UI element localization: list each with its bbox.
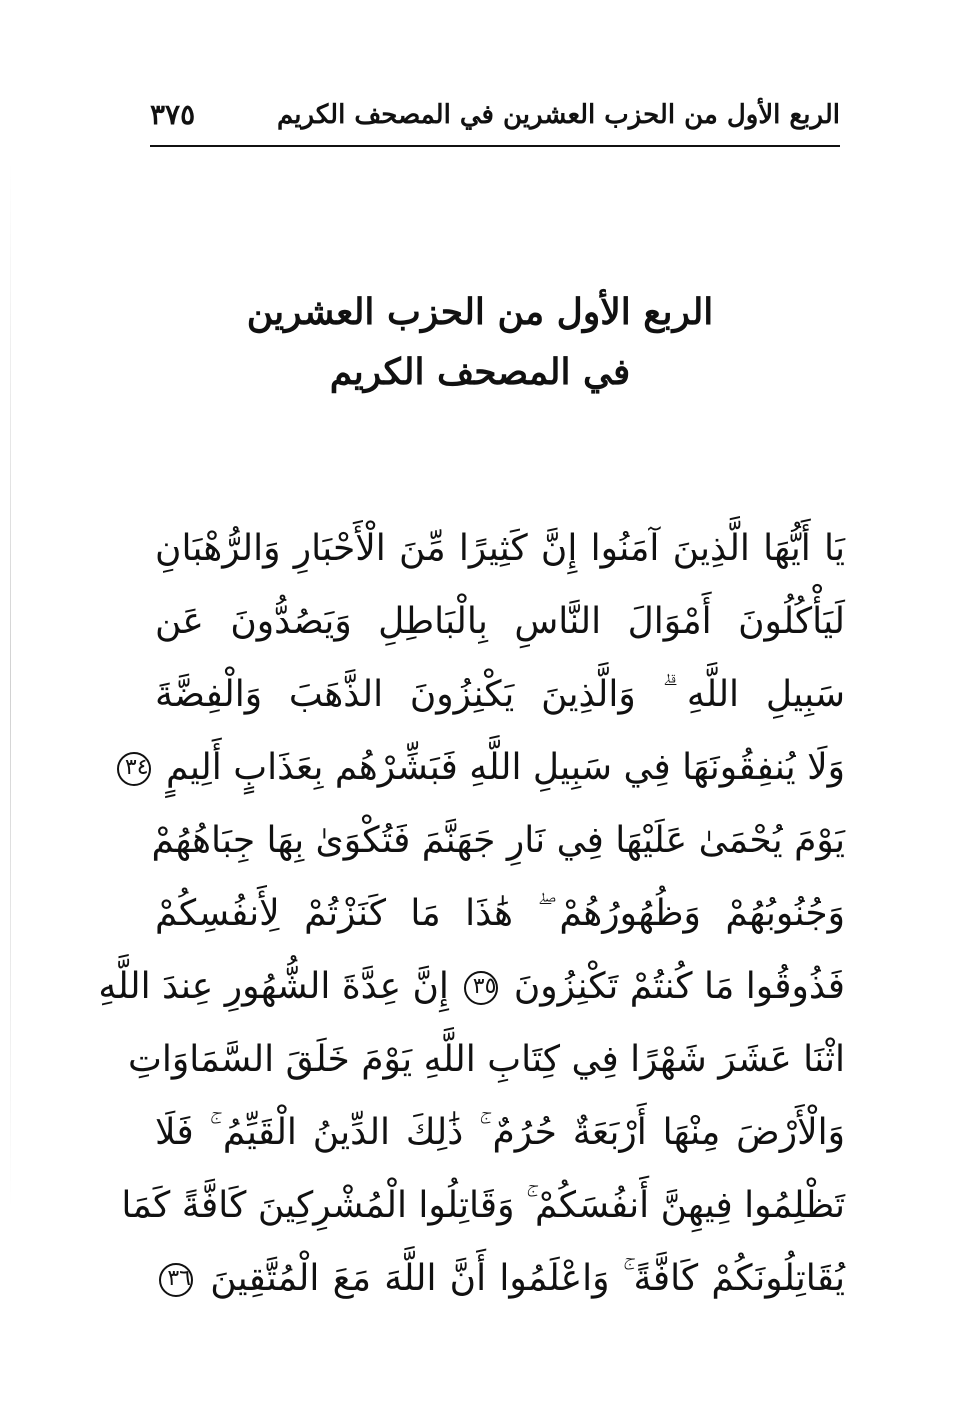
- verse-line-10: [121, 1169, 845, 1242]
- verse-text: لَيَأْكُلُونَ أَمْوَالَ النَّاسِ بِالْبَاطِلِ وَيَصُدُّونَ عَن: [155, 601, 845, 642]
- verse-text: وَلَا يُنفِقُونَهَا فِي سَبِيلِ اللَّهِ فَبَشِّرْهُم بِعَذَابٍ أَلِيمٍ: [165, 747, 845, 788]
- verse-line-7: [98, 950, 845, 1023]
- verse-line-1: [155, 512, 845, 585]
- verse-text: تَظْلِمُوا فِيهِنَّ أَنفُسَكُمْ ۚ وَقَاتِلُوا الْمُشْرِكِينَ كَافَّةً كَمَا: [121, 1185, 845, 1226]
- page-number: ٣٧٥: [150, 98, 196, 131]
- running-title: الربع الأول من الحزب العشرين في المصحف الكريم: [276, 100, 840, 130]
- ayah-marker-35: ٣٥: [464, 971, 498, 1005]
- verse-text: وَجُنُوبُهُمْ وَظُهُورُهُمْ ۖ هَٰذَا مَا كَنَزْتُمْ لِأَنفُسِكُمْ: [155, 893, 845, 934]
- verse-line-6: [155, 877, 845, 950]
- verse-line-9: [155, 1096, 845, 1169]
- verse-line-2: [155, 585, 845, 658]
- verse-line-5: [151, 804, 845, 877]
- ayah-marker-34: ٣٤: [117, 752, 151, 786]
- verse-line-11: [155, 1242, 845, 1315]
- verse-text: فَذُوقُوا مَا كُنتُمْ تَكْنِزُونَ: [513, 966, 845, 1007]
- verse-line-8: [128, 1023, 845, 1096]
- section-title-line-2: في المصحف الكريم: [329, 351, 631, 393]
- verse-text: وَالْأَرْضَ مِنْهَا أَرْبَعَةٌ حُرُمٌ ۚ ذَٰلِكَ الدِّينُ الْقَيِّمُ ۚ فَلَا: [155, 1112, 845, 1153]
- header-rule: [150, 145, 840, 147]
- section-title-line-1: الربع الأول من الحزب العشرين: [246, 291, 714, 333]
- ayah-marker-36: ٣٦: [159, 1263, 193, 1297]
- verse-line-4: [124, 731, 845, 804]
- verse-block: [98, 512, 845, 1315]
- verse-text: إِنَّ عِدَّةَ الشُّهُورِ عِندَ اللَّهِ: [98, 966, 449, 1007]
- scan-edge: [10, 160, 11, 1210]
- verse-text: يُقَاتِلُونَكُمْ كَافَّةً ۚ وَاعْلَمُوا أَنَّ اللَّهَ مَعَ الْمُتَّقِينَ: [210, 1258, 845, 1299]
- section-title: [180, 282, 780, 402]
- verse-text: يَا أَيُّهَا الَّذِينَ آمَنُوا إِنَّ كَثِيرًا مِّنَ الْأَحْبَارِ وَالرُّهْبَانِ: [155, 528, 845, 569]
- running-head: [150, 92, 840, 144]
- verse-text: اثْنَا عَشَرَ شَهْرًا فِي كِتَابِ اللَّهِ يَوْمَ خَلَقَ السَّمَاوَاتِ: [128, 1039, 845, 1080]
- verse-line-3: [155, 658, 845, 731]
- verse-text: سَبِيلِ اللَّهِ ۗ وَالَّذِينَ يَكْنِزُونَ الذَّهَبَ وَالْفِضَّةَ: [155, 674, 845, 715]
- verse-text: يَوْمَ يُحْمَىٰ عَلَيْهَا فِي نَارِ جَهَنَّمَ فَتُكْوَىٰ بِهَا جِبَاهُهُمْ: [151, 820, 845, 861]
